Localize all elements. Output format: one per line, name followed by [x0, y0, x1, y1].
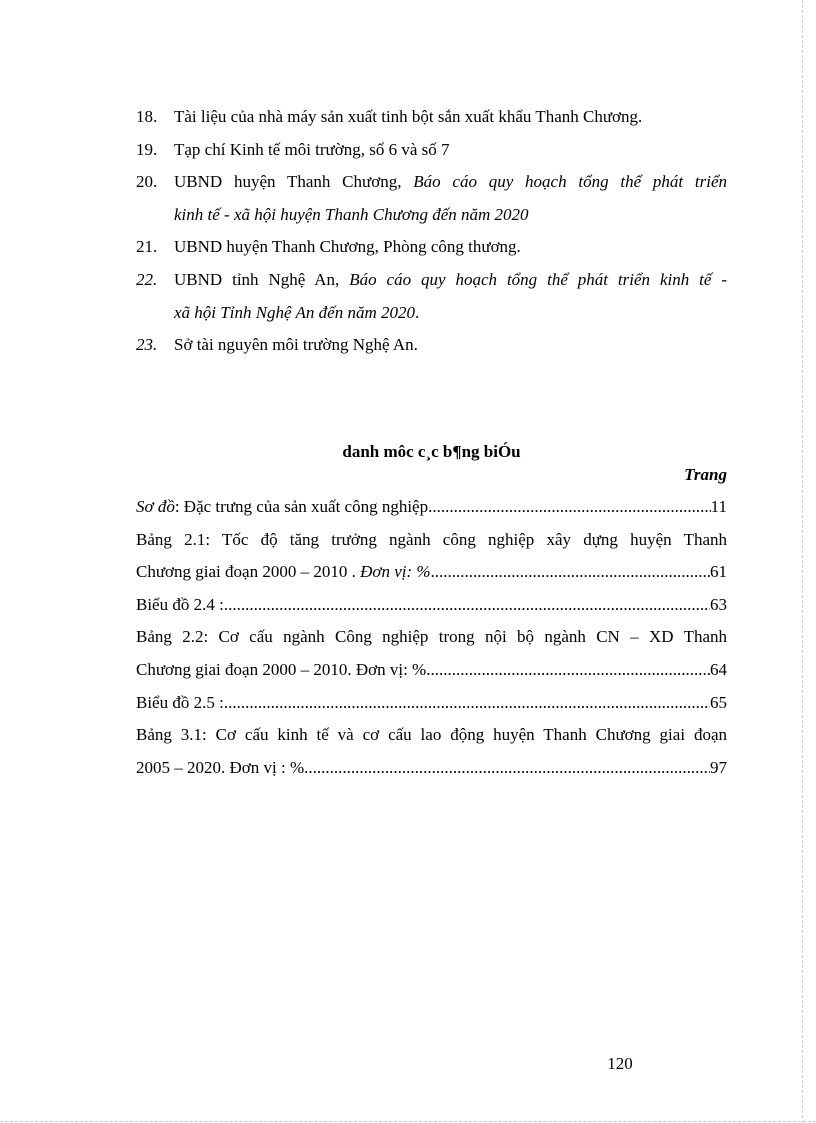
toc-leader-dots — [426, 654, 710, 687]
reference-title: xã hội Tỉnh Nghệ An đến năm 2020 — [174, 302, 415, 322]
toc-entry[interactable] — [136, 719, 727, 784]
toc-entry[interactable] — [136, 524, 727, 589]
toc-entry-label: Biểu đồ 2.4 : — [136, 594, 224, 614]
toc-entry[interactable] — [136, 491, 727, 524]
toc-leader-dots — [224, 589, 710, 622]
reference-number: 19. — [136, 139, 158, 159]
toc-leader-dots — [428, 491, 711, 524]
toc-leader-dots — [224, 687, 710, 720]
page-border-bottom — [0, 1121, 816, 1122]
toc-entry-label: Chương giai đoạn 2000 – 2010 . — [136, 562, 361, 582]
reference-item — [136, 101, 727, 134]
reference-number: 22. — [136, 269, 158, 289]
reference-number: 18. — [136, 107, 158, 126]
toc-entry-label: 2005 – 2020. Đơn vị : % — [136, 757, 305, 777]
toc-entry[interactable] — [136, 589, 727, 622]
reference-text: UBND huyện Thanh Chương, Phòng công thương. — [174, 237, 521, 257]
toc-leader-dots — [304, 752, 710, 785]
toc-entry-page: 63 — [710, 594, 727, 614]
toc-entry-page: 64 — [710, 659, 727, 679]
table-of-contents — [136, 491, 727, 784]
reference-title: Báo cáo quy hoạch tổng thể phát triển — [413, 172, 727, 192]
toc-entry-label: Sơ đồ — [136, 497, 175, 516]
reference-item — [136, 166, 727, 231]
toc-entry-label: Chương giai đoạn 2000 – 2010. Đơn vị: % — [136, 659, 427, 679]
reference-title: kinh tế - xã hội huyện Thanh Chương đến năm 2020 — [174, 204, 529, 224]
toc-entry-label: Biểu đồ 2.5 : — [136, 692, 224, 712]
reference-title: Báo cáo quy hoạch tổng thể phát triển kinh tế - — [349, 269, 728, 289]
reference-item — [136, 134, 727, 167]
reference-item — [136, 231, 727, 264]
reference-text: Tạp chí Kinh tế môi trường, số 6 và số 7 — [174, 139, 450, 159]
reference-number: 20. — [136, 172, 158, 192]
toc-leader-dots — [431, 556, 710, 589]
toc-entry-page: 11 — [710, 497, 727, 516]
reference-list — [136, 101, 727, 362]
reference-text — [174, 166, 727, 231]
toc-entry-label: Bảng 2.2: Cơ cấu ngành Công nghiệp trong nội bộ ngành CN – XD Thanh — [136, 627, 727, 647]
reference-text — [174, 264, 727, 329]
toc-entry-page: 61 — [710, 562, 727, 582]
reference-text: Tài liệu của nhà máy sản xuất tinh bột sắn xuất khẩu Thanh Chương. — [174, 107, 643, 126]
toc-entry[interactable] — [136, 687, 727, 720]
reference-item — [136, 329, 727, 362]
toc-entry[interactable] — [136, 621, 727, 686]
reference-tail: . — [414, 302, 420, 322]
page-border-right — [802, 0, 803, 1123]
reference-number: 21. — [136, 237, 158, 257]
toc-entry-label: Bảng 3.1: Cơ cấu kinh tế và cơ cấu lao động huyện Thanh Chương giai đoạn — [136, 725, 727, 745]
toc-title: danh môc c¸c b¶ng biÓu — [342, 442, 521, 461]
reference-number: 23. — [136, 335, 158, 355]
reference-text: Sở tài nguyên môi trường Nghệ An. — [174, 335, 418, 355]
toc-entry-unit: Đơn vị: % — [360, 562, 431, 582]
toc-entry-page: 97 — [710, 757, 727, 777]
reference-item — [136, 264, 727, 329]
toc-page-header: Trang — [684, 465, 727, 484]
toc-entry-page: 65 — [710, 692, 727, 712]
reference-author: UBND huyện Thanh Chương, — [174, 172, 402, 192]
reference-author: UBND tỉnh Nghệ An, — [174, 269, 340, 289]
page-number: 120 — [607, 1054, 633, 1073]
toc-entry-label: Bảng 2.1: Tốc độ tăng trưởng ngành công nghiệp xây dựng huyện Thanh — [136, 529, 727, 549]
toc-entry-label: : Đặc trưng của sản xuất công nghiệp — [174, 497, 429, 516]
